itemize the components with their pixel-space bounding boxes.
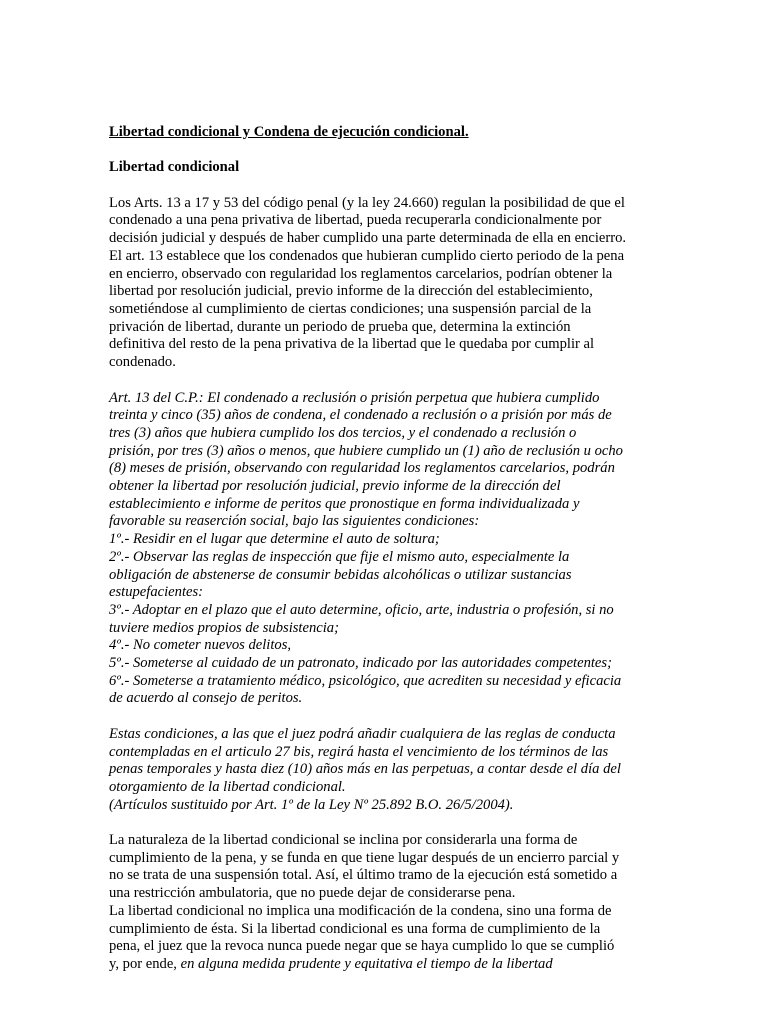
text-line: Art. 13 del C.P.: El condenado a reclusión o prisión perpetua que hubiera cumplido xyxy=(109,389,600,406)
text-line: (8) meses de prisión, observando con regularidad los reglamentos carcelarios, podrán xyxy=(109,460,615,477)
text-line: cumplimiento de ésta. Si la libertad condicional es una forma de cumplimiento de la xyxy=(109,920,601,937)
text-line: tres (3) años que hubiera cumplido los dos tercios, y el condenado a reclusión o xyxy=(109,424,577,441)
text-line: de acuerdo al consejo de peritos. xyxy=(109,690,303,707)
text-line: condenado. xyxy=(109,354,176,371)
section-heading: Libertad condicional xyxy=(109,159,240,176)
document-body xyxy=(109,124,664,974)
text-line: treinta y cinco (35) años de condena, el condenado a reclusión o a prisión por más de xyxy=(109,407,612,424)
text-line-mixed xyxy=(109,956,664,974)
text-line: La libertad condicional no implica una modificación de la condena, sino una forma de xyxy=(109,902,612,919)
text-line: estupefacientes: xyxy=(109,584,204,601)
text-line: obligación de abstenerse de consumir bebidas alcohólicas o utilizar sustancias xyxy=(109,566,572,583)
condition-item: 1º.- Residir en el lugar que determine el auto de soltura; xyxy=(109,531,440,548)
text-line: contempladas en el articulo 27 bis, regirá hasta el vencimiento de los términos de las xyxy=(109,743,609,760)
paragraph-intro xyxy=(109,195,664,372)
text-line: privación de libertad, durante un periodo de prueba que, determina la extinción xyxy=(109,318,571,335)
text-line: pena, el juez que la revoca nunca puede negar que se haya cumplido lo que se cumplió xyxy=(109,938,615,955)
text-line: no se trata de una suspensión total. Así, el último tramo de la ejecución está sometido a xyxy=(109,867,618,884)
text-line: una restricción ambulatoria, que no puede dejar de considerarse pena. xyxy=(109,885,516,902)
text-line: libertad por resolución judicial, previo informe de la dirección del establecimiento, xyxy=(109,283,593,300)
text-line: Los Arts. 13 a 17 y 53 del código penal (y la ley 24.660) regulan la posibilidad de que el xyxy=(109,194,625,211)
text-line: penas temporales y hasta diez (10) años más en las perpetuas, a contar desde el día del xyxy=(109,761,621,778)
text-line: tuviere medios propios de subsistencia; xyxy=(109,619,339,636)
condition-item: 6º.- Someterse a tratamiento médico, psicológico, que acrediten su necesidad y eficacia xyxy=(109,672,622,689)
paragraph-nature xyxy=(109,832,664,974)
text-line: prisión, por tres (3) años o menos, que hubiere cumplido un (1) año de reclusión u ocho xyxy=(109,442,623,459)
text-line: condenado a una pena privativa de libertad, pueda recuperarla condicionalmente por xyxy=(109,212,602,229)
paragraph-conditions-note xyxy=(109,726,664,815)
text-line: otorgamiento de la libertad condicional. xyxy=(109,778,346,795)
text-line: cumplimiento de la pena, y se funda en que tiene lugar después de un encierro parcial y xyxy=(109,849,620,866)
text-line: favorable su reaserción social, bajo las siguientes condiciones: xyxy=(109,513,480,530)
text-line: establecimiento e informe de peritos que pronostique en forma individualizada y xyxy=(109,495,580,512)
text-line: El art. 13 establece que los condenados que hubieran cumplido cierto periodo de la pena xyxy=(109,247,625,264)
text-line: sometiéndose al cumplimiento de ciertas condiciones; una suspensión parcial de la xyxy=(109,301,592,317)
text-line: definitiva del resto de la pena privativa de la libertad que le quedaba por cumplir al xyxy=(109,336,595,353)
condition-item: 3º.- Adoptar en el plazo que el auto determine, oficio, arte, industria o profesión, si no xyxy=(109,601,614,618)
document-title: Libertad condicional y Condena de ejecución condicional. xyxy=(109,124,469,140)
text-line: obtener la libertad por resolución judicial, previo informe de la dirección del xyxy=(109,478,561,495)
citation-line: (Artículos sustituido por Art. 1º de la Ley Nº 25.892 B.O. 26/5/2004). xyxy=(109,796,514,813)
text-line: La naturaleza de la libertad condicional se inclina por considerarla una forma de xyxy=(109,832,578,849)
text-regular-segment: y, por ende, xyxy=(109,955,181,972)
text-italic-segment: en alguna medida prudente y equitativa el tiempo de la libertad xyxy=(180,955,553,972)
text-line: decisión judicial y después de haber cumplido una parte determinada de ella en encierro. xyxy=(109,230,627,247)
condition-item: 4º.- No cometer nuevos delitos, xyxy=(109,637,292,654)
condition-item: 2º.- Observar las reglas de inspección que fije el mismo auto, especialmente la xyxy=(109,548,570,565)
text-line: Estas condiciones, a las que el juez podrá añadir cualquiera de las reglas de conducta xyxy=(109,725,616,742)
condition-item: 5º.- Someterse al cuidado de un patronato, indicado por las autoridades competentes; xyxy=(109,655,612,672)
text-line: en encierro, observado con regularidad los reglamentos carcelarios, podrían obtener la xyxy=(109,265,613,282)
paragraph-article-13 xyxy=(109,390,664,709)
